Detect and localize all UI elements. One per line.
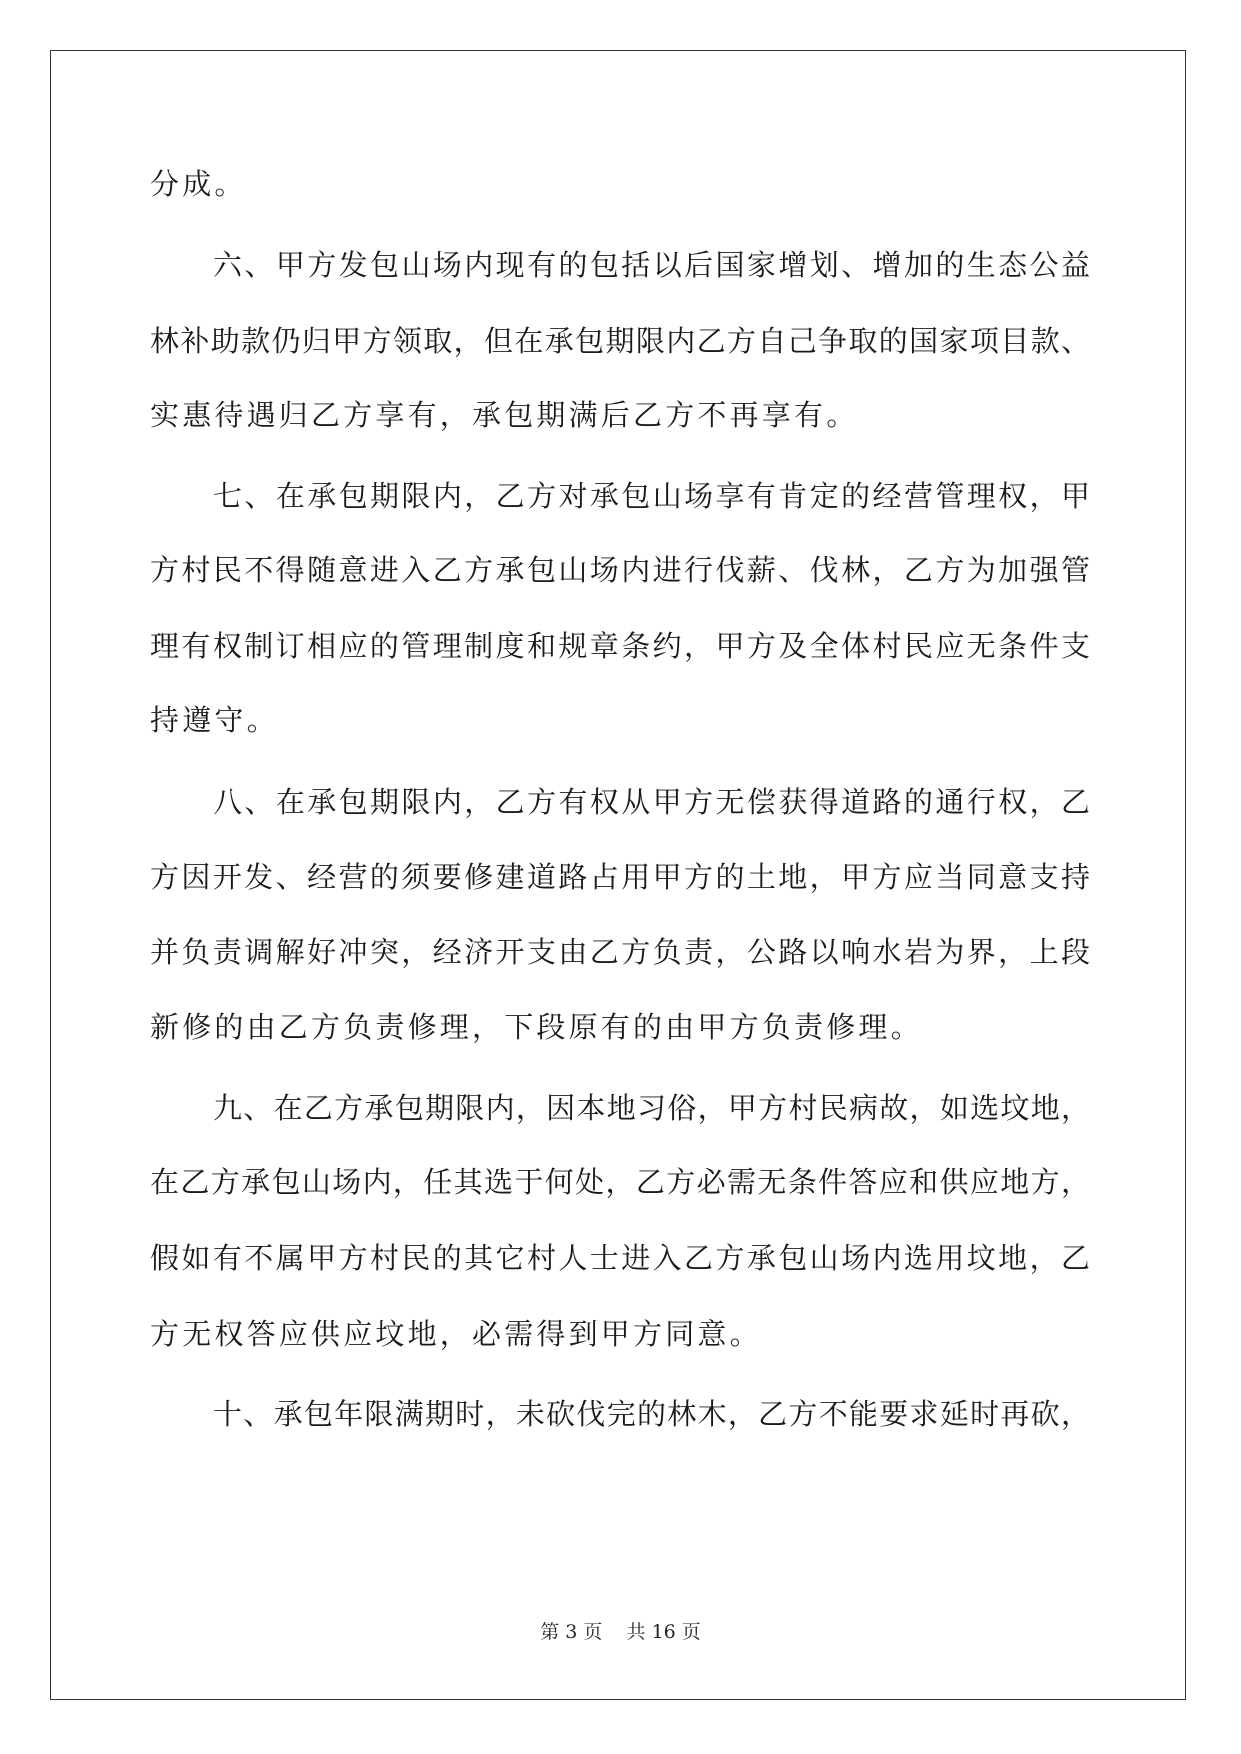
text-line: 十、承包年限满期时，未砍伐完的林木，乙方不能要求延时再砍，	[213, 1397, 1090, 1431]
text-line: 九、在乙方承包期限内，因本地习俗，甲方村民病故，如选坟地，	[213, 1091, 1090, 1125]
text-line: 六、甲方发包山场内现有的包括以后国家增划、增加的生态公益	[213, 248, 1090, 282]
text-line: 理有权制订相应的管理制度和规章条约，甲方及全体村民应无条件支	[150, 629, 1090, 663]
page-footer	[0, 1617, 1241, 1644]
text-line: 方无权答应供应坟地，必需得到甲方同意。	[150, 1317, 762, 1351]
text-line: 假如有不属甲方村民的其它村人士进入乙方承包山场内选用坟地，乙	[150, 1241, 1090, 1275]
text-line: 八、在承包期限内，乙方有权从甲方无偿获得道路的通行权，乙	[213, 785, 1090, 819]
text-line: 在乙方承包山场内，任其选于何处，乙方必需无条件答应和供应地方，	[150, 1165, 1090, 1199]
page-number: 第 3 页	[540, 1621, 603, 1643]
text-line: 林补助款仍归甲方领取，但在承包期限内乙方自己争取的国家项目款、	[150, 324, 1090, 358]
page-total: 共 16 页	[626, 1621, 701, 1643]
text-line: 并负责调解好冲突，经济开支由乙方负责，公路以响水岩为界，上段	[150, 935, 1090, 969]
text-line: 七、在承包期限内，乙方对承包山场享有肯定的经营管理权，甲	[213, 479, 1090, 513]
text-line: 方因开发、经营的须要修建道路占用甲方的土地，甲方应当同意支持	[150, 860, 1090, 894]
text-line: 新修的由乙方负责修理，下段原有的由甲方负责修理。	[150, 1010, 923, 1044]
text-line: 持遵守。	[150, 703, 279, 737]
text-line: 分成。	[150, 167, 247, 201]
text-line: 实惠待遇归乙方享有，承包期满后乙方不再享有。	[150, 398, 859, 432]
text-line: 方村民不得随意进入乙方承包山场内进行伐薪、伐林，乙方为加强管	[150, 553, 1090, 587]
